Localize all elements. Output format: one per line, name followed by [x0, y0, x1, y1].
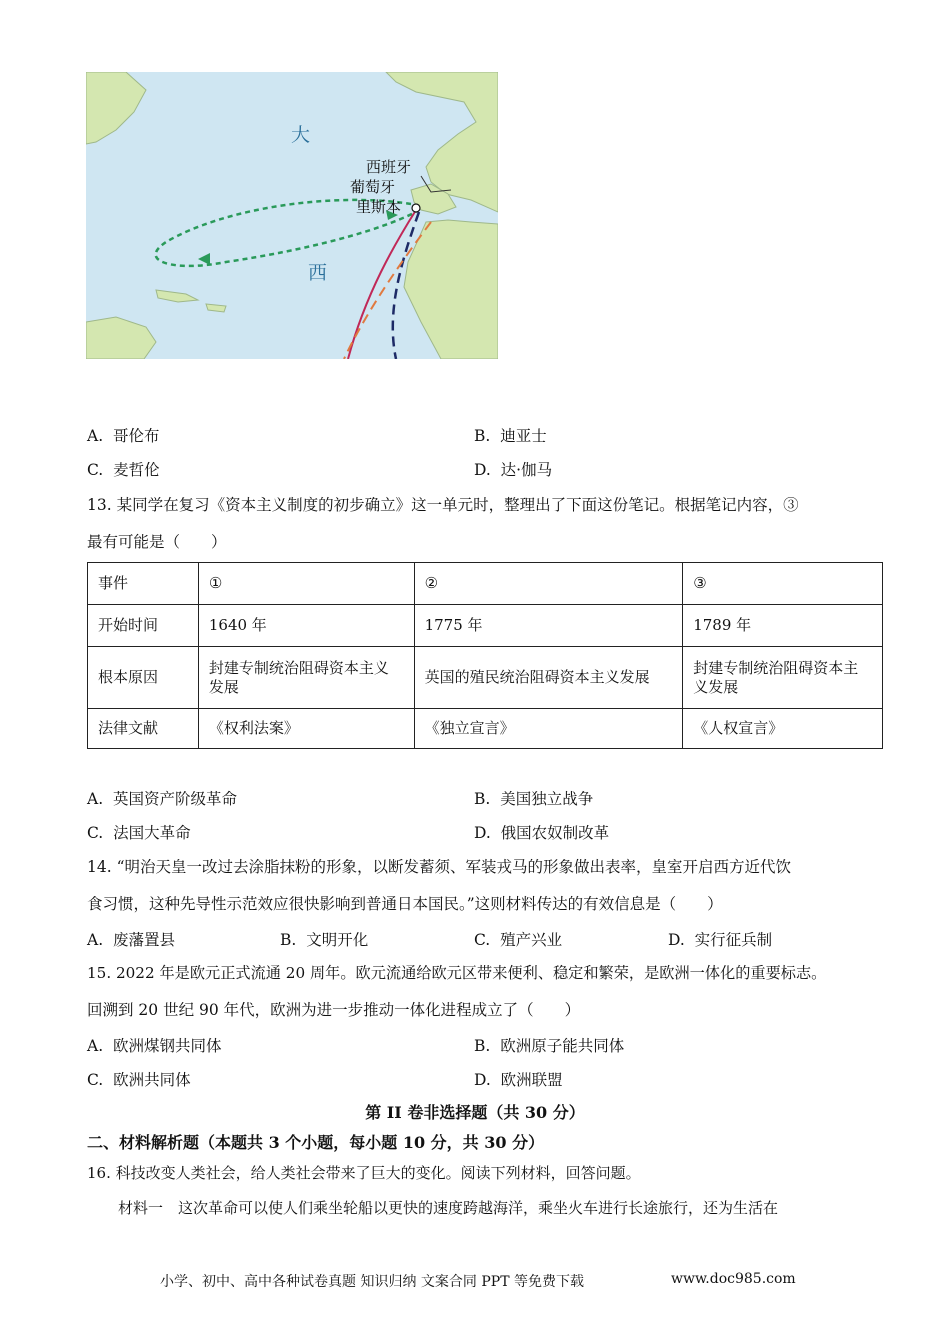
q15-option-c: C. 欧洲共同体 — [87, 1071, 191, 1089]
q13-stem-line-2: 最有可能是（ ） — [87, 533, 227, 551]
table-row — [88, 605, 883, 647]
footer-text: 小学、初中、高中各种试卷真题 知识归纳 文案合同 PPT 等免费下载 — [160, 1274, 584, 1290]
map-label-lisbon: 里斯本 — [356, 198, 402, 216]
lisbon-marker — [412, 204, 420, 212]
q13-option-b: B. 美国独立战争 — [474, 790, 594, 808]
section-subtitle: 二、材料解析题（本题共 3 个小题，每小题 10 分，共 30 分） — [87, 1133, 545, 1152]
table-cell: ③ — [683, 563, 883, 605]
table-cell: 事件 — [88, 563, 199, 605]
q14-option-d: D. 实行征兵制 — [668, 931, 773, 949]
q13-stem-line-1: 13. 某同学在复习《资本主义制度的初步确立》这一单元时，整理出了下面这份笔记。根据笔记内容，③ — [87, 496, 799, 514]
table-cell: 1789 年 — [683, 605, 883, 647]
q13-option-c: C. 法国大革命 — [87, 824, 191, 842]
table-row — [88, 647, 883, 709]
table-cell: 封建专制统治阻碍资本主义发展 — [683, 647, 883, 709]
table-cell: 封建专制统治阻碍资本主义发展 — [198, 647, 414, 709]
table-row — [88, 709, 883, 749]
q14-stem-line-1: 14. “明治天皇一改过去涂脂抹粉的形象，以断发蓄须、军装戎马的形象做出表率，皇室开启西方近代饮 — [87, 858, 792, 876]
q15-stem-line-1: 15. 2022 年是欧元正式流通 20 周年。欧元流通给欧元区带来便利、稳定和繁荣，是欧洲一体化的重要标志。 — [87, 964, 827, 982]
table-cell: 《人权宣言》 — [683, 709, 883, 749]
q15-stem-line-2: 回溯到 20 世纪 90 年代，欧洲为进一步推动一体化进程成立了（ ） — [87, 1001, 581, 1019]
q13-option-a: A. 英国资产阶级革命 — [87, 790, 237, 808]
map-label-ocean-1: 大 — [291, 124, 311, 146]
q13-notes-table — [87, 562, 883, 749]
table-cell: 《权利法案》 — [198, 709, 414, 749]
table-cell: 根本原因 — [88, 647, 199, 709]
q15-option-d: D. 欧洲联盟 — [474, 1071, 563, 1089]
table-cell: 1775 年 — [414, 605, 683, 647]
route-map — [86, 72, 498, 359]
footer-url[interactable]: www.doc985.com — [671, 1271, 796, 1287]
q12-option-a: A. 哥伦布 — [87, 427, 160, 445]
table-cell: 《独立宣言》 — [414, 709, 683, 749]
q12-option-d: D. 达·伽马 — [474, 461, 553, 479]
table-cell: 开始时间 — [88, 605, 199, 647]
q12-option-c: C. 麦哲伦 — [87, 461, 160, 479]
q16-stem: 16. 科技改变人类社会，给人类社会带来了巨大的变化。阅读下列材料，回答问题。 — [87, 1164, 641, 1182]
q14-option-b: B. 文明开化 — [280, 931, 369, 949]
q14-stem-line-2: 食习惯，这种先导性示范效应很快影响到普通日本国民。”这则材料传达的有效信息是（ ） — [87, 895, 723, 913]
section-title: 第 II 卷非选择题（共 30 分） — [365, 1103, 585, 1122]
q14-option-c: C. 殖产兴业 — [474, 931, 563, 949]
q15-option-a: A. 欧洲煤钢共同体 — [87, 1037, 222, 1055]
q14-option-a: A. 废藩置县 — [87, 931, 175, 949]
table-cell: 英国的殖民统治阻碍资本主义发展 — [414, 647, 683, 709]
q13-option-d: D. 俄国农奴制改革 — [474, 824, 610, 842]
table-cell: ② — [414, 563, 683, 605]
map-figure — [86, 72, 498, 359]
q15-option-b: B. 欧洲原子能共同体 — [474, 1037, 625, 1055]
q16-material-1: 材料一 这次革命可以使人们乘坐轮船以更快的速度跨越海洋，乘坐火车进行长途旅行，还为生活在 — [118, 1199, 779, 1217]
map-label-portugal: 葡萄牙 — [350, 178, 396, 196]
map-label-ocean-2: 西 — [308, 262, 328, 284]
map-label-spain: 西班牙 — [366, 158, 412, 176]
table-cell: 法律文献 — [88, 709, 199, 749]
q12-option-b: B. 迪亚士 — [474, 427, 547, 445]
table-row — [88, 563, 883, 605]
table-cell: ① — [198, 563, 414, 605]
table-cell: 1640 年 — [198, 605, 414, 647]
